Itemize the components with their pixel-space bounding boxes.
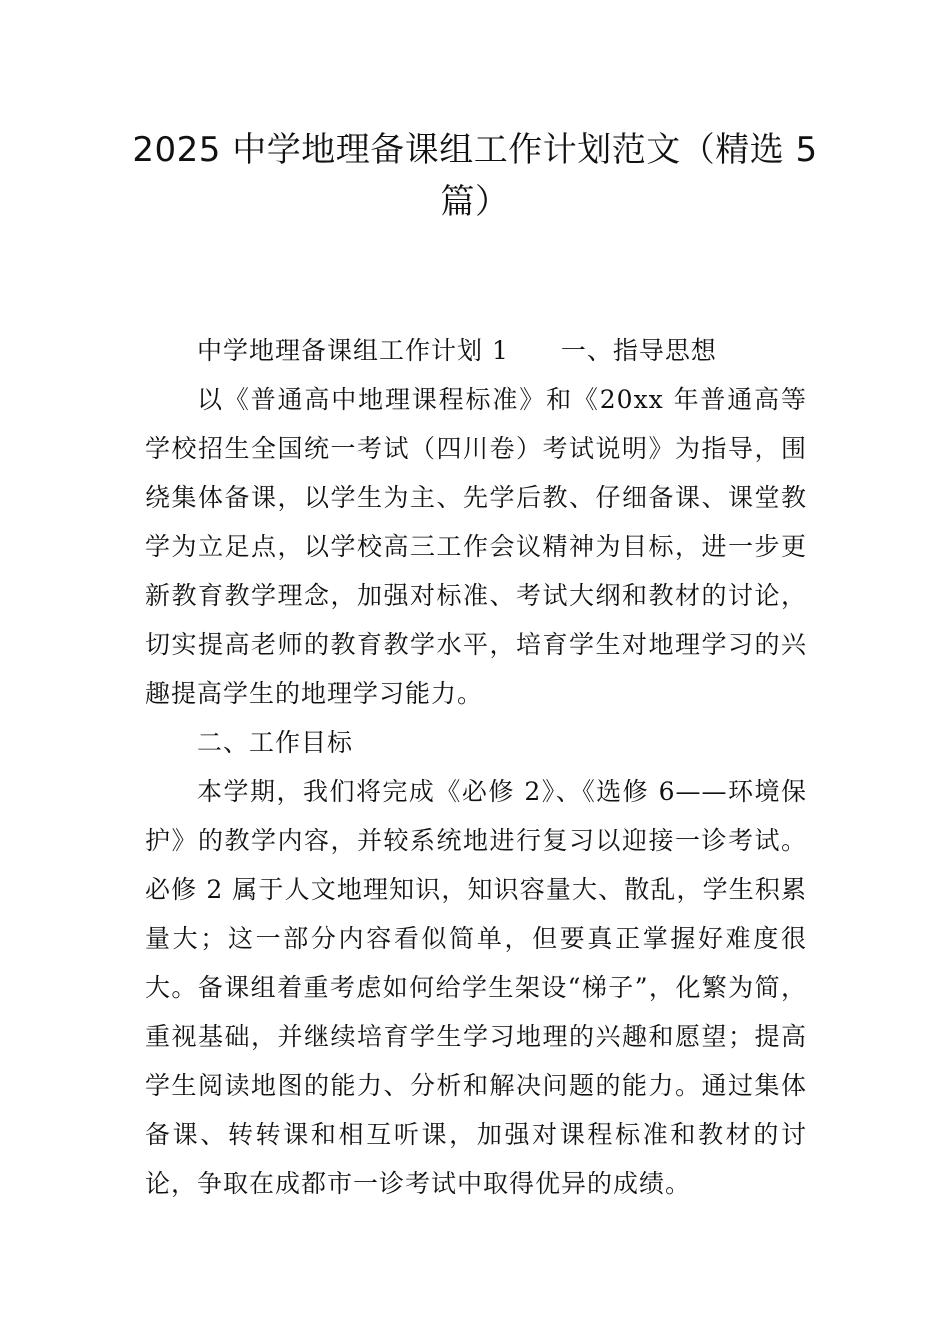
section-heading-work-goals: 二、工作目标	[197, 728, 354, 757]
section-heading-guiding-ideology: 一、指导思想	[560, 336, 717, 365]
document-body	[145, 326, 807, 1208]
paragraph-work-goals: 本学期，我们将完成《必修 2》、《选修 6——环境保护》的教学内容，并较系统地进行复习以迎接一诊考试。必修 2 属于人文地理知识，知识容量大、散乱，学生积累量大；这一部分内容看似简单，但要真正掌握好难度很大。备课组着重考虑如何给学生架设“梯子”，化繁为简，重视基础，并继续培育学生学习地理的兴趣和愿望；提高学生阅读地图的能力、分析和解决问题的能力。通过集体备课、转转课和相互听课，加强对课程标准和教材的讨论，争取在成都市一诊考试中取得优异的成绩。	[145, 777, 807, 1198]
plan-heading-line	[145, 326, 807, 375]
plan-heading: 中学地理备课组工作计划 1	[197, 336, 509, 365]
document-title: 2025 中学地理备课组工作计划范文（精选 5 篇）	[132, 130, 818, 222]
paragraph-guiding-ideology: 以《普通高中地理课程标准》和《20xx 年普通高等学校招生全国统一考试（四川卷）考试说明》为指导，围绕集体备课，以学生为主、先学后教、仔细备课、课堂教学为立足点，以学校高三工作会议精神为目标，进一步更新教育教学理念，加强对标准、考试大纲和教材的讨论，切实提高老师的教育教学水平，培育学生对地理学习的兴趣提高学生的地理学习能力。	[145, 385, 807, 708]
